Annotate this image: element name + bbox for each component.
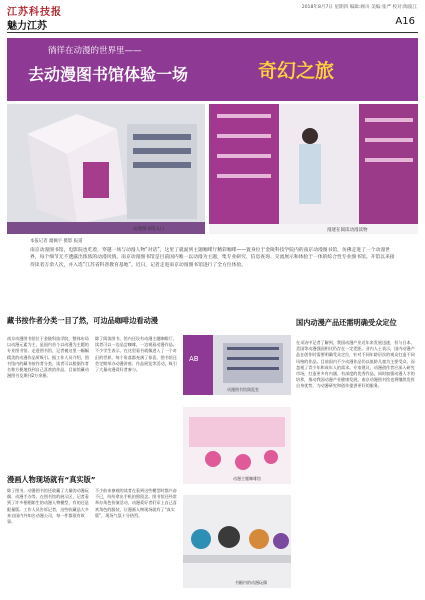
headline-market: 国内动漫产品还需明确受众定位 bbox=[296, 318, 397, 327]
dateline: 2018年8月7日 星期四 编辑:顾川 美编:张严 校对:陶波江 bbox=[301, 5, 417, 10]
photo-caption-m1: 动漫图书馆阅览室 bbox=[227, 387, 259, 392]
cafe-photo bbox=[183, 407, 291, 484]
photo-caption-main: 动漫图书馆入口 bbox=[133, 227, 165, 232]
article-column: 除了图书，动漫图书馆还收藏了大量的动漫玩偶、动漫手办等。在图书馆的展示区，记者看到了许多栩栩如生的动漫人物模型，有的还是限量版。工作人员告诉记者，这些收藏品大多来自国内外知名动漫公司，每一件都很有故事。 bbox=[7, 488, 89, 525]
photo-caption-m2: 动漫主题咖啡馆 bbox=[233, 476, 261, 481]
article-column: 在采访中记者了解到，我国动漫产业近年来发展迅速，但与日本、美国等动漫强国相比仍存在一定差距。业内人士表示，国内动漫产品在创作时需要明确受众定位，针对不同年龄层次的观众打造不同风格的作品。目前国内不少动漫作品仍以低龄儿童为主要受众，而忽视了青少年和成年人的需求。专家建议，动漫创作者应深入研究市场，打造更多有内涵、有深度的优秀作品，同时加强动漫人才的培养，推动我国动漫产业健康发展。南京动漫图书馆也将继续发挥自身优势，为动漫研究和创作提供更好的服务。 bbox=[296, 340, 415, 389]
article-column: 南京动漫图书馆位于金陵科技学院，整体布局以动漫元素为主，是国内首个以动漫为主题的专业图书馆。走进图书馆，记者被这里一幅幅精美的动漫作品所吸引。据工作人员介绍，图书馆内的藏书按作者分类，读者可以根据作者名称方便地找到自己喜欢的作品，目前馆藏动漫图书及期刊2万余册。 bbox=[7, 336, 89, 379]
banner-subtitle: 徜徉在动漫的世界里—— bbox=[48, 46, 142, 56]
reading-room-photo bbox=[183, 335, 291, 395]
page-number: A16 bbox=[395, 16, 415, 27]
top-rule bbox=[7, 32, 418, 33]
headline-bookshelf: 藏书按作者分类一目了然，可边品咖啡边看动漫 bbox=[7, 316, 158, 325]
intro-paragraph: 南京动漫图书馆，电影院也吃着，穿越一场与动漫人物“对话”，这里了就面到主题咖啡厅精彩咖啡——置身位于金陵科技学院内的南京动漫图书馆，仿佛走进了一个动漫世界，每个细节无不透露出浓浓的动漫风情。南京动漫图书馆是目前国内唯一以动漫为主题，集专业研究、信息查询、交流展示和体验于一体的综合性专业图书馆。开馆以来接待读者万余人次，并入选“江苏省科普教育基地”。近日，记者走进南京动漫图书馆进行了全方位体验。 bbox=[30, 248, 395, 268]
photo-caption-right: 漫迷在阅读动漫读物 bbox=[327, 228, 368, 233]
reader-photo bbox=[209, 104, 418, 234]
newspaper-logo: 江苏科技报 bbox=[7, 7, 62, 18]
figurines-photo bbox=[183, 495, 291, 588]
headline-characters: 漫画人物现场就有“真实版” bbox=[7, 475, 96, 484]
photo-caption-m3: 书橱内的动漫玩偶 bbox=[235, 580, 267, 585]
section-title: 魅力江苏 bbox=[7, 21, 47, 32]
banner-title: 去动漫图书馆体验一场 bbox=[28, 65, 189, 84]
svg-text:AB: AB bbox=[189, 355, 199, 363]
banner-emphasis: 奇幻之旅 bbox=[258, 60, 335, 82]
article-column: 除了阅读图书，馆内还设有动漫主题咖啡厅，读者可以一边品尝咖啡，一边观看动漫作品。不少学生表示，在这里看书就像进入了一个奇幻的世界，每个角落都充满了惊喜。图书馆还会定期举办动漫讲座、作品展览等活动，吸引了大量动漫爱好者参与。 bbox=[95, 336, 177, 373]
library-entrance-photo bbox=[7, 104, 205, 234]
article-column: 不少前来参观的读者在看到这些模型时都兴奋不已，纷纷拿出手机拍照留念。图书馆还经常举办角色扮演活动，动漫爱好者们穿上自己喜欢角色的服装，让漫画人物现场就有了“真实版”，现场气氛十分热烈。 bbox=[95, 488, 177, 518]
byline: 本报记者 糜佩宇 摄影 报道 bbox=[30, 239, 83, 244]
